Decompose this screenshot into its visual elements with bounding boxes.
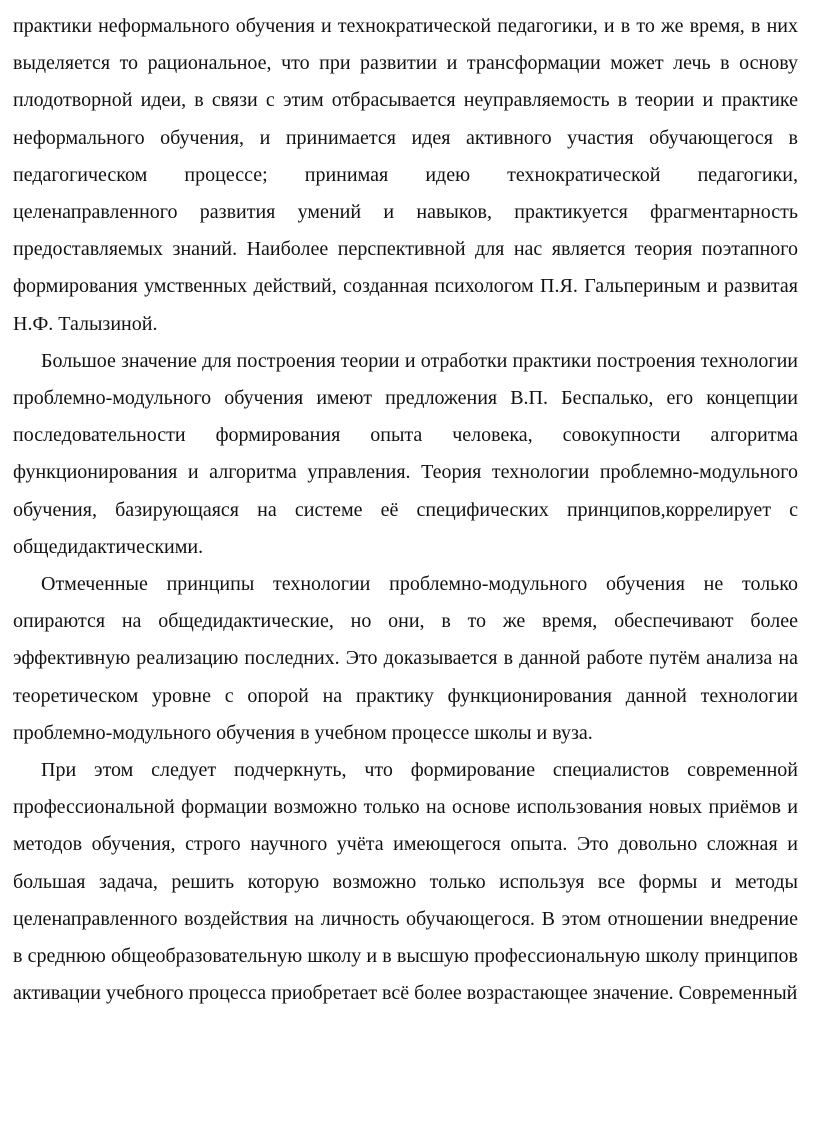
paragraph-1: практики неформального обучения и технократической педагогики, и в то же время, в них выделяется то рациональное, что при развитии и трансформации может лечь в основу плодотворной идеи, в связи с этим отбрасывается неуправляемость в теории и практике неформального обучения, и принимается идея активного участия обучающегося в педагогическом процессе; принимая идею технократической педагогики, целенаправленного развития умений и навыков, практикуется фрагментарность предоставляемых знаний. Наиболее перспективной для нас является теория поэтапного формирования умственных действий, созданная психологом П.Я. Гальпериным и развитая Н.Ф. Талызиной. [13,15,798,335]
paragraph-3: Отмеченные принципы технологии проблемно-модульного обучения не только опираются на общедидактические, но они, в то же время, обеспечивают более эффективную реализацию последних. Это доказывается в данной работе путём анализа на теоретическом уровне с опорой на практику функционирования данной технологии проблемно-модульного обучения в учебном процессе школы и вуза. [13,573,798,744]
document-page [13,8,798,1012]
paragraph-4: При этом следует подчеркнуть, что формирование специалистов современной профессиональной формации возможно только на основе использования новых приёмов и методов обучения, строго научного учёта имеющегося опыта. Это довольно сложная и большая задача, решить которую возможно только используя все формы и методы целенаправленного воздействия на личность обучающегося. В этом отношении внедрение в среднюю общеобразовательную школу и в высшую профессиональную школу принципов активации учебного процесса приобретает всё более возрастающее значение. Современный [13,759,798,1005]
paragraph-2: Большое значение для построения теории и отработки практики построения технологии проблемно-модульного обучения имеют предложения В.П. Беспалько, его концепции последовательности формирования опыта человека, совокупности алгоритма функционирования и алгоритма управления. Теория технологии проблемно-модульного обучения, базирующаяся на системе её специфических принципов,коррелирует с общедидактическими. [13,349,798,558]
